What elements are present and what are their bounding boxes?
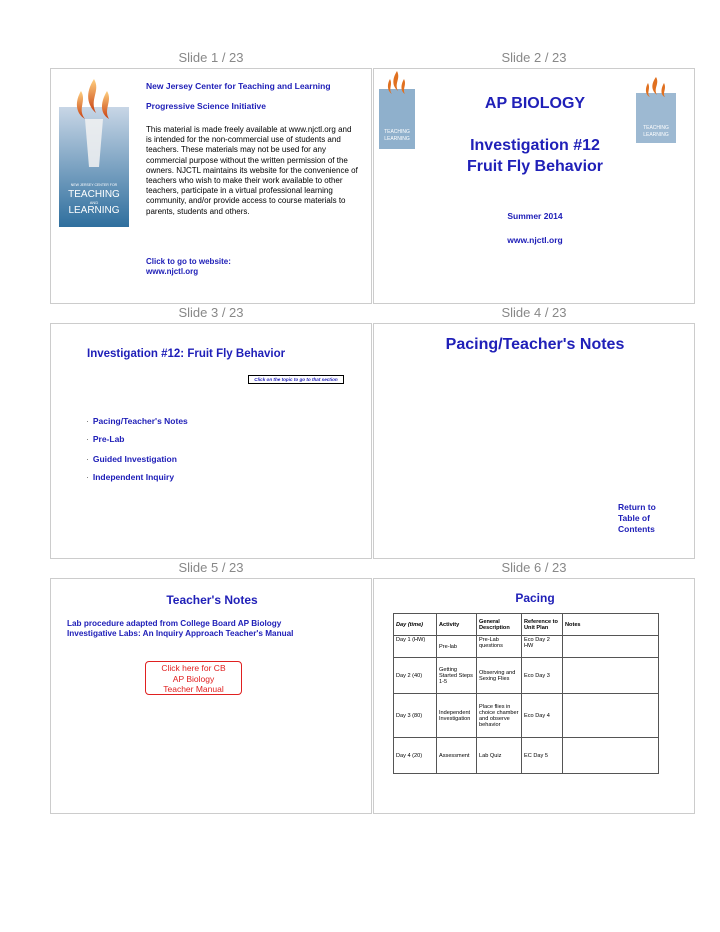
website-url[interactable]: www.njctl.org bbox=[507, 235, 563, 245]
cell: Pre-lab bbox=[437, 636, 477, 658]
website-link-label[interactable]: Click to go to website: bbox=[146, 257, 231, 266]
slide-caption: Slide 5 / 23 bbox=[178, 560, 244, 575]
table-row bbox=[394, 636, 659, 658]
cell: Pre-Lab questions bbox=[477, 636, 522, 658]
cb-teacher-manual-button[interactable] bbox=[145, 661, 242, 695]
section-hint-text: Click on the topic to go to that section bbox=[254, 377, 338, 382]
org-name: New Jersey Center for Teaching and Learning bbox=[146, 81, 331, 91]
cell: Day 4 (20) bbox=[394, 738, 437, 774]
cell: Eco Day 3 bbox=[522, 658, 563, 694]
cell: Day 1 (HW) bbox=[394, 636, 437, 658]
bullet: · bbox=[86, 472, 89, 482]
return-line: Contents bbox=[618, 524, 655, 534]
source-line-2: Investigative Labs: An Inquiry Approach Teacher's Manual bbox=[67, 629, 294, 638]
button-line: AP Biology bbox=[172, 673, 215, 684]
logo-teaching-text: TEACHING bbox=[68, 189, 120, 200]
logo-teaching-text: TEACHING bbox=[643, 125, 669, 131]
initiative-name: Progressive Science Initiative bbox=[146, 101, 267, 111]
header-reference: Reference to Unit Plan bbox=[522, 614, 563, 636]
table-row bbox=[394, 694, 659, 738]
investigation-subtitle: Fruit Fly Behavior bbox=[466, 158, 604, 175]
cell bbox=[563, 636, 659, 658]
cell: Day 3 (80) bbox=[394, 694, 437, 738]
slide-title: Pacing bbox=[515, 591, 555, 605]
logo-small-text: NEW JERSEY CENTER FOR bbox=[70, 183, 118, 187]
header-day: Day (time) bbox=[394, 614, 437, 636]
slide-title: AP BIOLOGY bbox=[484, 95, 586, 112]
slide-caption: Slide 3 / 23 bbox=[178, 305, 244, 320]
slide-title: Investigation #12: Fruit Fly Behavior bbox=[87, 348, 286, 360]
cell: Eco Day 2 HW bbox=[522, 636, 563, 658]
bullet: · bbox=[86, 416, 89, 426]
slide-2 bbox=[373, 68, 695, 304]
slide-5 bbox=[50, 578, 372, 814]
topic-item-prelab[interactable] bbox=[86, 434, 125, 444]
source-line-1: Lab procedure adapted from College Board AP Biology bbox=[67, 619, 282, 628]
header-notes: Notes bbox=[563, 614, 659, 636]
investigation-title: Investigation #12 bbox=[470, 137, 600, 154]
slide-title: Teacher's Notes bbox=[166, 593, 258, 607]
pacing-table bbox=[393, 613, 659, 774]
cell: Assessment bbox=[437, 738, 477, 774]
table-row bbox=[394, 658, 659, 694]
topic-item-independent[interactable] bbox=[86, 472, 174, 482]
logo-learning-text: LEARNING bbox=[68, 205, 120, 216]
njctl-logo bbox=[59, 77, 129, 227]
slide-6 bbox=[373, 578, 695, 814]
logo-learning-text: LEARNING bbox=[384, 136, 410, 142]
slide-1 bbox=[50, 68, 372, 304]
button-line: Teacher Manual bbox=[163, 684, 224, 694]
slide-4 bbox=[373, 323, 695, 559]
topic-label[interactable]: Independent Inquiry bbox=[92, 472, 175, 482]
cell: Lab Quiz bbox=[477, 738, 522, 774]
return-line: Return to bbox=[618, 502, 656, 512]
disclaimer-text: This material is made freely available at www.njctl.org and is intended for the non-commercial use of students and teachers. These materials may not be used for any commercial purpose without the written permission of the owners. NJCTL maintains its website for the convenience of teachers who wish to make their work available to other teachers, participate in a virtual professional learning community, and/or provide access to course materials to parents, students and others. bbox=[146, 125, 358, 216]
button-line: Click here for CB bbox=[161, 663, 226, 673]
table-header-row bbox=[394, 614, 659, 636]
date-label: Summer 2014 bbox=[507, 211, 563, 221]
bullet: · bbox=[86, 454, 89, 464]
topic-label[interactable]: Pacing/Teacher's Notes bbox=[92, 416, 188, 426]
cell bbox=[563, 694, 659, 738]
logo-learning-text: LEARNING bbox=[643, 132, 669, 138]
website-link[interactable]: www.njctl.org bbox=[146, 267, 199, 276]
logo-teaching-text: TEACHING bbox=[384, 129, 410, 135]
slide-caption: Slide 1 / 23 bbox=[178, 50, 244, 65]
return-line: Table of bbox=[618, 513, 650, 523]
logo-and-text: AND bbox=[89, 200, 99, 205]
cell: Eco Day 4 bbox=[522, 694, 563, 738]
slide-title: Pacing/Teacher's Notes bbox=[445, 336, 625, 353]
topic-item-guided[interactable] bbox=[86, 454, 177, 464]
slide-caption: Slide 6 / 23 bbox=[501, 560, 567, 575]
cell bbox=[563, 738, 659, 774]
slide-3 bbox=[50, 323, 372, 559]
topic-label[interactable]: Guided Investigation bbox=[92, 454, 177, 464]
section-hint-box bbox=[248, 375, 344, 384]
cell: Observing and Sexing Flies bbox=[477, 658, 522, 694]
topic-item-pacing[interactable] bbox=[86, 416, 188, 426]
header-activity: Activity bbox=[437, 614, 477, 636]
slide-caption: Slide 2 / 23 bbox=[501, 50, 567, 65]
topic-label[interactable]: Pre-Lab bbox=[92, 434, 125, 444]
cell: Day 2 (40) bbox=[394, 658, 437, 694]
cell: Getting Started Steps 1-5 bbox=[437, 658, 477, 694]
slide-caption: Slide 4 / 23 bbox=[501, 305, 567, 320]
return-to-contents-link[interactable] bbox=[618, 502, 656, 535]
cell: EC Day 5 bbox=[522, 738, 563, 774]
cell: Place flies in choice chamber and observe behavior bbox=[477, 694, 522, 738]
cell: Independent Investigation bbox=[437, 694, 477, 738]
header-description: General Description bbox=[477, 614, 522, 636]
table-row bbox=[394, 738, 659, 774]
cell bbox=[563, 658, 659, 694]
bullet: · bbox=[86, 434, 89, 444]
